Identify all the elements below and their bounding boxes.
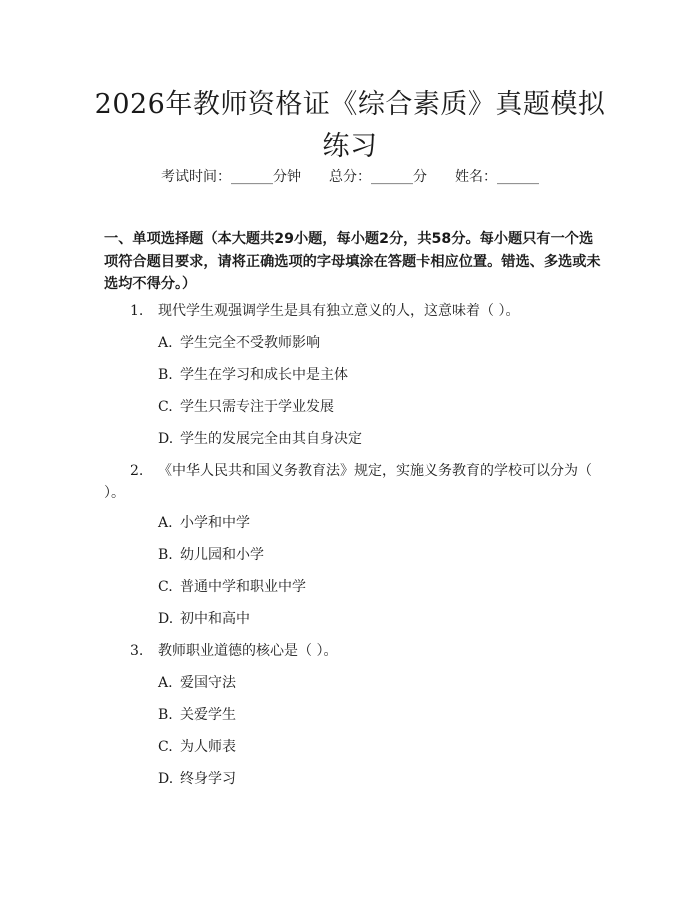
question-2-option-d <box>158 609 250 629</box>
question-1-option-b <box>158 365 348 385</box>
question-1-option-d <box>158 429 362 449</box>
question-3-option-b <box>158 705 236 725</box>
question-text: 教师职业道德的核心是（ ）。 <box>158 643 338 659</box>
exam-meta-line <box>0 166 700 188</box>
question-text: 《中华人民共和国义务教育法》规定，实施义务教育的学校可以分为（ ）。 <box>104 463 592 501</box>
student-name-label: 姓名：______ <box>455 169 539 185</box>
option-letter: B. <box>158 547 173 563</box>
page-title: 2026年教师资格证《综合素质》真题模拟练习 <box>94 89 606 162</box>
option-letter: A. <box>158 335 173 351</box>
option-letter: D. <box>158 431 174 447</box>
option-text: 学生的发展完全由其自身决定 <box>180 431 362 447</box>
question-2 <box>104 460 604 504</box>
question-3 <box>130 640 337 662</box>
option-letter: D. <box>158 611 174 627</box>
question-3-option-d <box>158 769 236 789</box>
option-letter: C. <box>158 579 173 595</box>
option-text: 爱国守法 <box>180 675 236 691</box>
total-score-label: 总分：______分 <box>329 169 427 185</box>
option-letter: A. <box>158 675 173 691</box>
exam-time-label: 考试时间：______分钟 <box>161 169 301 185</box>
section-heading: 一、单项选择题（本大题共29小题，每小题2分，共58分。每小题只有一个选项符合题目要求，请将正确选项的字母填涂在答题卡相应位置。错选、多选或未选均不得分。） <box>104 231 601 292</box>
option-letter: D. <box>158 771 174 787</box>
option-text: 学生在学习和成长中是主体 <box>180 367 348 383</box>
option-letter: C. <box>158 399 173 415</box>
option-text: 小学和中学 <box>180 515 250 531</box>
question-text: 现代学生观强调学生是具有独立意义的人，这意味着（ ）。 <box>158 303 520 319</box>
option-letter: B. <box>158 367 173 383</box>
question-number: 2. <box>130 463 144 479</box>
question-2-option-c <box>158 577 306 597</box>
option-text: 为人师表 <box>180 739 236 755</box>
question-number: 3. <box>130 643 144 659</box>
option-letter: C. <box>158 739 173 755</box>
question-1 <box>130 300 519 322</box>
option-text: 普通中学和职业中学 <box>180 579 306 595</box>
option-text: 学生完全不受教师影响 <box>180 335 320 351</box>
question-1-option-c <box>158 397 334 417</box>
question-number: 1. <box>130 303 144 319</box>
option-text: 终身学习 <box>180 771 236 787</box>
option-text: 初中和高中 <box>180 611 250 627</box>
option-text: 幼儿园和小学 <box>180 547 264 563</box>
question-1-option-a <box>158 333 320 353</box>
option-text: 学生只需专注于学业发展 <box>180 399 334 415</box>
question-2-option-a <box>158 513 250 533</box>
question-3-option-c <box>158 737 236 757</box>
option-letter: A. <box>158 515 173 531</box>
option-letter: B. <box>158 707 173 723</box>
option-text: 关爱学生 <box>180 707 236 723</box>
question-3-option-a <box>158 673 236 693</box>
question-2-option-b <box>158 545 264 565</box>
